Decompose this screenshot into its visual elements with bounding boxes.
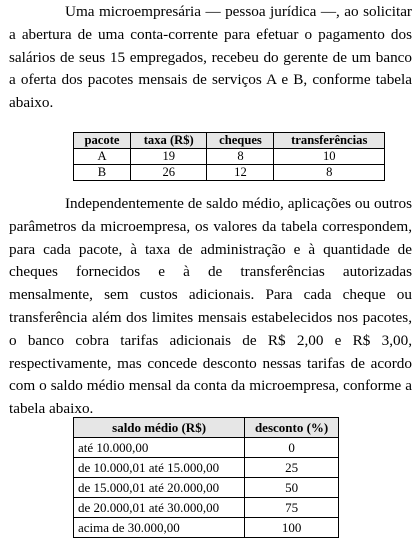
packages-table [73, 132, 385, 181]
table-row [74, 458, 339, 478]
cell-pacote: B [74, 165, 131, 181]
cell-transferencias: 8 [274, 165, 385, 181]
header-taxa: taxa (R$) [131, 133, 207, 149]
cell-transferencias: 10 [274, 149, 385, 165]
table-header-row [74, 133, 385, 149]
table-row [74, 149, 385, 165]
table-row [74, 478, 339, 498]
discount-table [73, 417, 339, 538]
header-desconto: desconto (%) [245, 418, 339, 438]
cell-saldo: de 10.000,01 até 15.000,00 [74, 458, 245, 478]
table-row [74, 518, 339, 538]
table-header-row [74, 418, 339, 438]
cell-cheques: 8 [207, 149, 274, 165]
cell-saldo: até 10.000,00 [74, 438, 245, 458]
cell-desconto: 75 [245, 498, 339, 518]
intro-paragraph: Uma microempresária — pessoa jurídica —, ao solicitar a abertura de uma conta-corrente para efetuar o pagamento dos salários de seus 15 empregados, recebeu do gerente de um banco a oferta dos pacotes mensais de serviços A e B, conforme tabela abaixo. [9, 3, 412, 112]
cell-desconto: 50 [245, 478, 339, 498]
cell-desconto: 0 [245, 438, 339, 458]
header-cheques: cheques [207, 133, 274, 149]
table-row [74, 498, 339, 518]
cell-saldo: acima de 30.000,00 [74, 518, 245, 538]
cell-saldo: de 20.000,01 até 30.000,00 [74, 498, 245, 518]
header-pacote: pacote [74, 133, 131, 149]
cell-taxa: 26 [131, 165, 207, 181]
cell-taxa: 19 [131, 149, 207, 165]
cell-cheques: 12 [207, 165, 274, 181]
cell-desconto: 100 [245, 518, 339, 538]
cell-desconto: 25 [245, 458, 339, 478]
table-row [74, 165, 385, 181]
header-saldo-medio: saldo médio (R$) [74, 418, 245, 438]
cell-pacote: A [74, 149, 131, 165]
table-row [74, 438, 339, 458]
cell-saldo: de 15.000,01 até 20.000,00 [74, 478, 245, 498]
rules-paragraph: Independentemente de saldo médio, aplicações ou outros parâmetros da microempresa, os valores da tabela correspondem, para cada pacote, à taxa de administração e à quantidade de cheques fornecidos e à de transferências autorizadas mensalmente, sem custos adicionais. Para cada cheque ou transferência além dos limites mensais estabelecidos nos pacotes, o banco cobra tarifas adicionais de R$ 2,00 e R$ 3,00, respectivamente, mas concede desconto nessas tarifas de acordo com o saldo médio mensal da conta da microempresa, conforme a tabela abaixo. [9, 195, 412, 418]
header-transferencias: transferências [274, 133, 385, 149]
